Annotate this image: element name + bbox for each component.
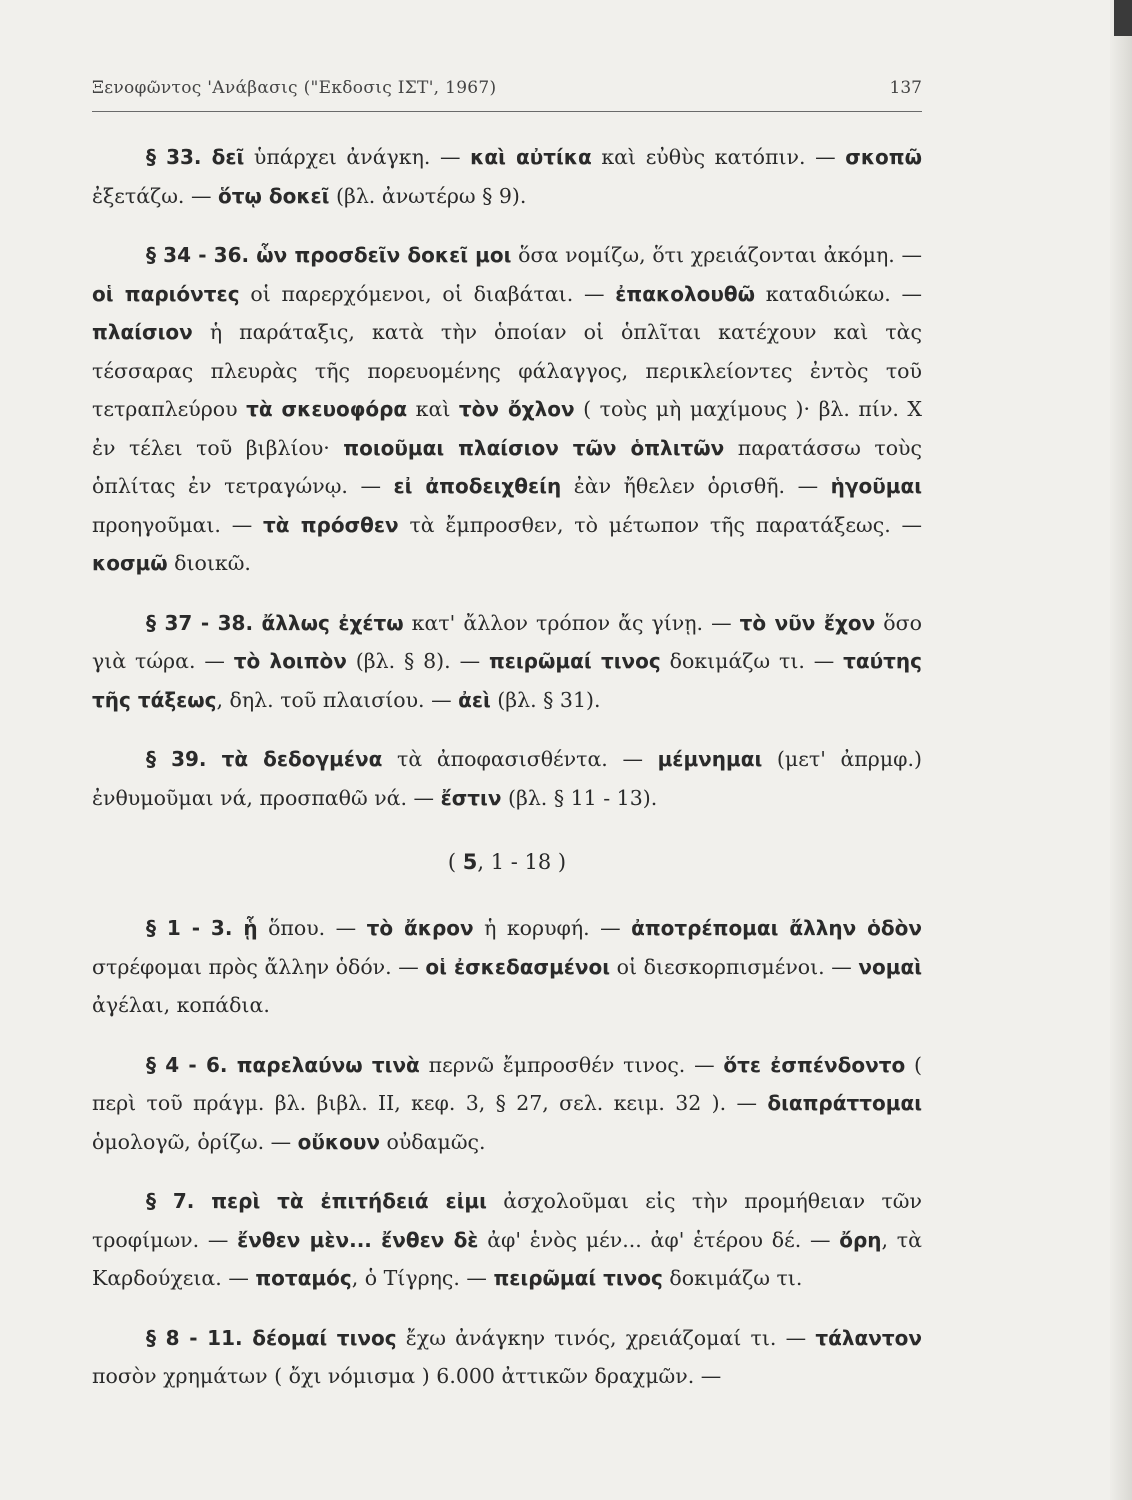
lemma: οὔκουν — [297, 1129, 380, 1154]
commentary-paragraph — [92, 138, 922, 215]
commentary-paragraph — [92, 1182, 922, 1298]
gloss-text: δοκιμάζω τι. — — [660, 649, 844, 673]
lemma: πειρῶμαί τινος — [488, 649, 661, 673]
gloss-text: ( τοὺς μὴ μαχίμους )· βλ. πίν. Χ ἐν τέλει τοῦ βιβλίου· — [92, 397, 923, 460]
gloss-text: παρατάσσω τοὺς ὁπλίτας ἐν τετραγώνῳ. — — [92, 435, 922, 498]
lemma: ποιοῦμαι πλαίσιον τῶν ὁπλιτῶν — [343, 435, 725, 460]
chapter-heading — [92, 843, 922, 881]
lemma: περὶ τὰ ἐπιτήδειά εἰμι — [211, 1189, 487, 1213]
page-header — [92, 78, 922, 106]
chapter-heading-open: ( — [447, 850, 463, 874]
section-ref: § 33. — [146, 145, 212, 169]
section-ref: § 4 - 6. — [146, 1052, 237, 1077]
gloss-text: ὑπάρχει ἀνάγκη. — — [244, 145, 471, 169]
gloss-text: τὰ ἔμπροσθεν, τὸ μέτωπον τῆς παρατάξεως. — — [398, 512, 922, 537]
gloss-text: (μετ' ἀπρμφ.) ἐνθυμοῦμαι νά, προσπαθῶ νά. — — [92, 747, 923, 810]
chapter-number: 5 — [462, 850, 478, 874]
commentary-paragraph — [92, 604, 922, 720]
gloss-text: , ὁ Τίγρης. — — [351, 1266, 494, 1290]
gloss-text: προηγοῦμαι. — — [92, 512, 263, 537]
gloss-text: ἡ κορυφή. — — [473, 916, 632, 940]
scan-corner-mark — [1114, 0, 1132, 36]
lemma: ᾗ — [243, 916, 258, 940]
section-ref: § 8 - 11. — [146, 1325, 253, 1350]
lemma: τὰ δεδογμένα — [221, 747, 383, 771]
gloss-text: καὶ — [407, 397, 459, 421]
commentary-paragraph — [92, 740, 922, 817]
lemma: ὅτε ἐσπένδοντο — [723, 1052, 906, 1077]
page-body — [92, 138, 922, 1417]
gloss-text: ἡ παράταξις, κατὰ τὴν ὁποίαν οἱ ὁπλῖται κατέχουν καὶ τὰς τέσσαρας πλευρὰς τῆς πορευομένης φάλαγγος, περικλείοντες ἐντὸς τοῦ τετραπλεύρου — [92, 320, 922, 421]
lemma: ποταμός — [255, 1266, 352, 1290]
gloss-text: ἀφ' ἑνὸς μέν... ἀφ' ἑτέρου δέ. — — [478, 1227, 840, 1252]
lemma: δεῖ — [211, 145, 245, 169]
lemma: οἱ ἐσκεδασμένοι — [425, 954, 611, 979]
section-ref: § 39. — [146, 747, 222, 771]
gloss-text: ἀγέλαι, κοπάδια. — [92, 993, 270, 1017]
lemma: ὧν προσδεῖν δοκεῖ μοι — [256, 243, 512, 267]
lemma: καὶ αὐτίκα — [470, 145, 592, 169]
lemma: διαπράττομαι — [767, 1091, 922, 1115]
gloss-text: (βλ. ἀνωτέρω § 9). — [329, 183, 527, 208]
gloss-text: κατ' ἄλλον τρόπον ἄς γίνῃ. — — [403, 610, 740, 635]
gloss-text: ὅσο γιὰ τώρα. — — [92, 610, 922, 673]
lemma: παρελαύνω τινὰ — [236, 1052, 420, 1077]
section-ref: § 34 - 36. — [146, 243, 257, 267]
lemma: ἐπακολουθῶ — [615, 281, 755, 306]
gloss-text: (βλ. § 31). — [490, 687, 601, 712]
gloss-text: , τὰ Καρδούχεια. — — [92, 1227, 922, 1290]
chapter-heading-range: , 1 - 18 ) — [477, 850, 567, 874]
gloss-text: (βλ. § 11 - 13). — [501, 785, 658, 810]
lemma: σκοπῶ — [845, 145, 922, 169]
gloss-text: , δηλ. τοῦ πλαισίου. — — [216, 687, 459, 712]
gloss-text: ὅσα νομίζω, ὅτι χρειάζονται ἀκόμη. — — [511, 243, 922, 267]
lemma: ἡγοῦμαι — [830, 474, 922, 498]
lemma: ταύτης τῆς τάξεως — [92, 649, 923, 712]
gloss-text: δοκιμάζω τι. — [662, 1266, 803, 1290]
gloss-text: τὰ ἀποφασισθέντα. — — [382, 747, 658, 771]
running-title: Ξενοφῶντος 'Ανάβασις ("Εκδοσις ΙΣΤ', 1967) — [92, 78, 497, 98]
gloss-text: ἐὰν ἤθελεν ὁρισθῆ. — — [561, 474, 831, 498]
lemma: τὰ σκευοφόρα — [246, 397, 408, 421]
lemma: μέμνημαι — [657, 747, 763, 771]
lemma: ὅτῳ δοκεῖ — [217, 183, 330, 208]
lemma: δέομαί τινος — [252, 1325, 397, 1350]
lemma: νομαὶ — [858, 954, 923, 979]
section-ref: § 37 - 38. — [146, 610, 262, 635]
gloss-text: ὁμολογῶ, ὁρίζω. — — [92, 1129, 298, 1154]
lemma: κοσμῶ — [92, 551, 168, 575]
commentary-paragraph — [92, 1319, 922, 1396]
gloss-text: ἀσχολοῦμαι εἰς τὴν προμήθειαν τῶν τροφίμων. — — [92, 1189, 922, 1252]
gloss-text: καταδιώκω. — — [754, 281, 923, 306]
gloss-text: οἱ διεσκορπισμένοι. — — [610, 954, 859, 979]
section-ref: § 1 - 3. — [146, 916, 244, 940]
gloss-text: διοικῶ. — [167, 551, 251, 575]
lemma: ἔστιν — [440, 785, 502, 810]
lemma: ἔνθεν μὲν... ἔνθεν δὲ — [237, 1227, 479, 1252]
commentary-paragraph — [92, 1046, 922, 1162]
commentary-paragraph — [92, 236, 922, 583]
lemma: ἀεὶ — [458, 687, 491, 712]
gloss-text: ποσὸν χρημάτων ( ὄχι νόμισμα ) 6.000 ἀττικῶν δραχμῶν. — — [92, 1364, 722, 1388]
gloss-text: ὅπου. — — [257, 916, 367, 940]
lemma: τὸ νῦν ἔχον — [739, 610, 876, 635]
lemma: ἀποτρέπομαι ἄλλην ὁδὸν — [631, 916, 922, 940]
gloss-text: ( περὶ τοῦ πράγμ. βλ. βιβλ. II, κεφ. 3, § 27, σελ. κειμ. 32 ). — — [92, 1052, 922, 1115]
commentary-paragraph — [92, 909, 922, 1025]
lemma: τὰ πρόσθεν — [262, 512, 399, 537]
lemma: εἰ ἀποδειχθείη — [393, 474, 562, 498]
gloss-text: οὐδαμῶς. — [379, 1129, 486, 1154]
gloss-text: (βλ. § 8). — — [346, 649, 489, 673]
commentary-section-4 — [92, 138, 922, 817]
page-number: 137 — [889, 78, 922, 98]
gloss-text: στρέφομαι πρὸς ἄλλην ὁδόν. — — [92, 954, 426, 979]
lemma: ἄλλως ἐχέτω — [261, 610, 404, 635]
scan-edge — [1110, 0, 1132, 1500]
lemma: τὸν ὄχλον — [458, 397, 575, 421]
lemma: πειρῶμαί τινος — [493, 1266, 663, 1290]
gloss-text: ἔχω ἀνάγκην τινός, χρειάζομαί τι. — — [396, 1325, 816, 1350]
lemma: τὸ ἄκρον — [366, 916, 474, 940]
lemma: πλαίσιον — [92, 320, 193, 344]
lemma: τὸ λοιπὸν — [233, 649, 347, 673]
section-ref: § 7. — [146, 1189, 212, 1213]
gloss-text: περνῶ ἔμπροσθέν τινος. — — [419, 1052, 724, 1077]
header-rule — [92, 111, 922, 112]
lemma: ὄρη — [839, 1227, 882, 1252]
gloss-text: οἱ παρερχόμενοι, οἱ διαβάται. — — [239, 281, 616, 306]
commentary-section-5 — [92, 909, 922, 1396]
gloss-text: ἐξετάζω. — — [92, 183, 218, 208]
lemma: οἱ παριόντες — [92, 281, 240, 306]
gloss-text: καὶ εὐθὺς κατόπιν. — — [591, 145, 846, 169]
lemma: τάλαντον — [815, 1325, 923, 1350]
